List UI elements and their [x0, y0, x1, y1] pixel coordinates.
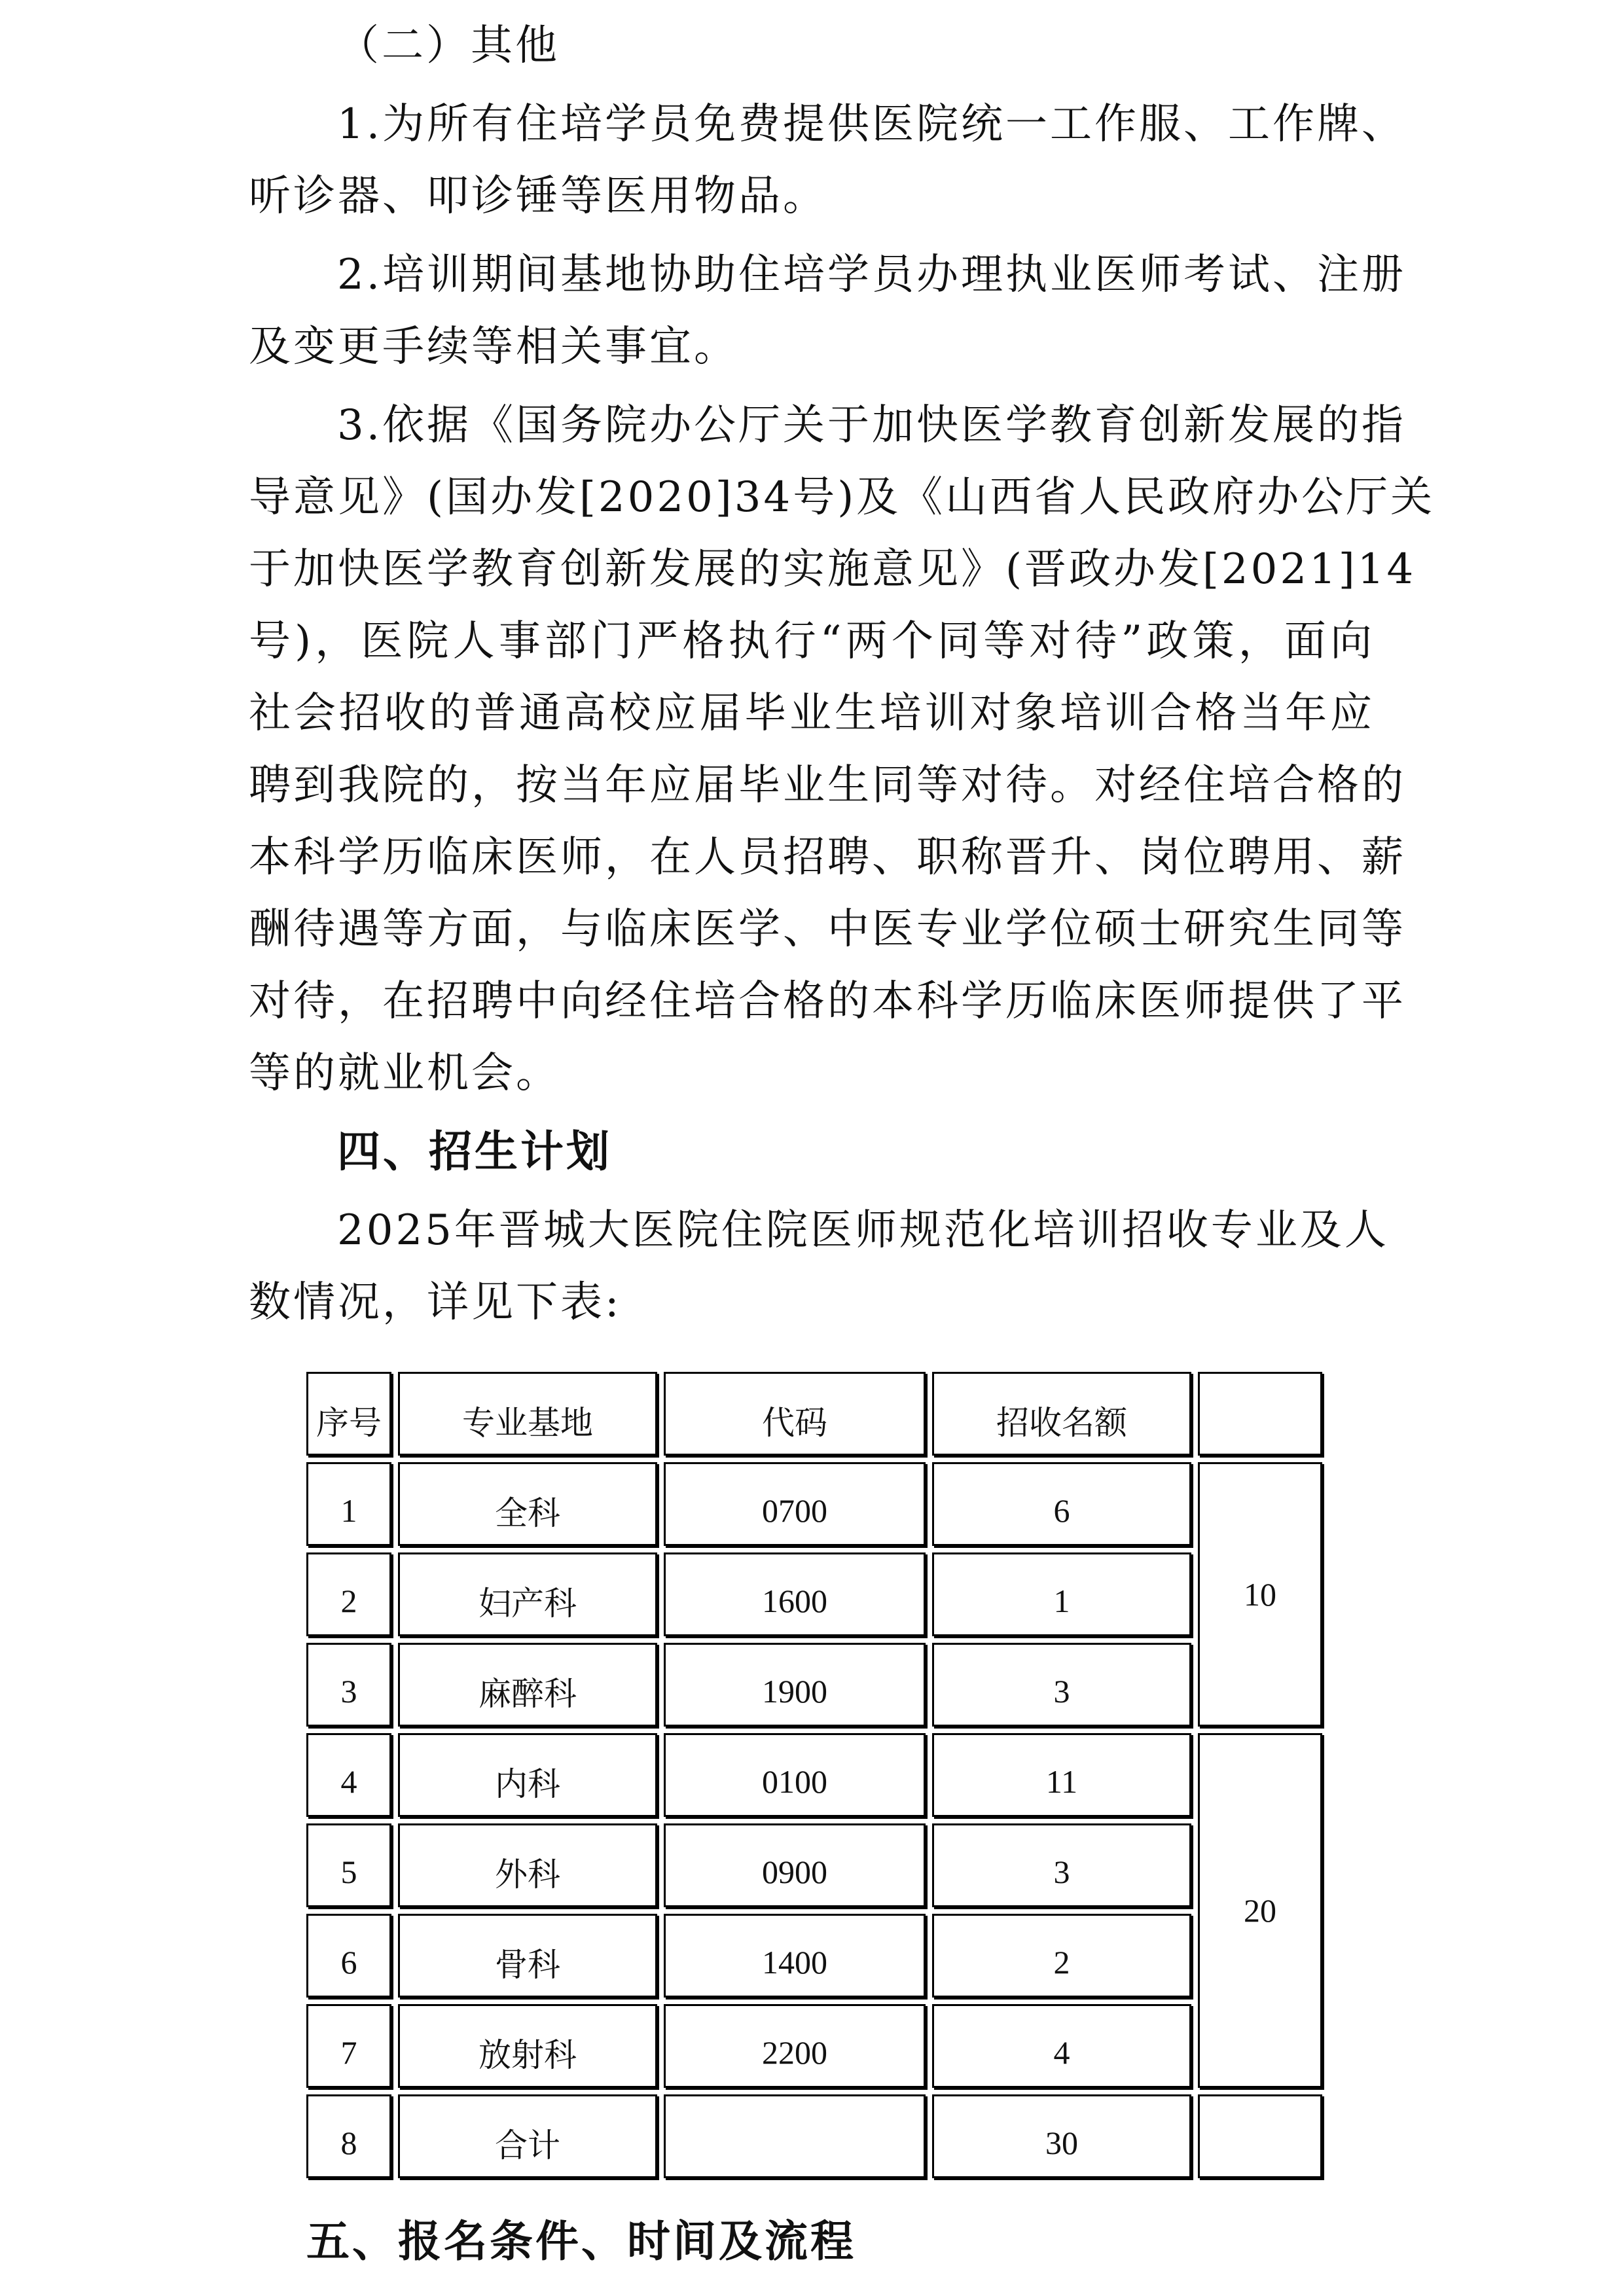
paragraph-line: 酬待遇等方面，与临床医学、中医专业学位硕士研究生同等 — [249, 905, 1406, 954]
group-total-cell: 20 — [1198, 1733, 1322, 2088]
table-header-cell — [1198, 1372, 1322, 1456]
table-cell: 4 — [306, 1733, 391, 1817]
table-cell — [664, 2094, 926, 2178]
section-title-other: （二）其他 — [337, 22, 560, 70]
table-cell: 1400 — [664, 1914, 926, 1998]
table-cell: 3 — [932, 1643, 1191, 1727]
paragraph-line: 2.培训期间基地协助住培学员办理执业医师考试、注册 — [337, 251, 1407, 299]
table-cell: 全科 — [398, 1462, 657, 1546]
paragraph-line: 本科学历临床医师，在人员招聘、职称晋升、岗位聘用、薪 — [249, 833, 1406, 882]
table-cell: 4 — [932, 2004, 1191, 2088]
table-cell: 6 — [306, 1914, 391, 1998]
table-cell: 合计 — [398, 2094, 657, 2178]
group-total-cell: 10 — [1198, 1462, 1322, 1727]
table-cell: 1 — [306, 1462, 391, 1546]
table-cell: 放射科 — [398, 2004, 657, 2088]
table-cell: 0100 — [664, 1733, 926, 1817]
table-header-cell: 招收名额 — [932, 1372, 1191, 1456]
paragraph-line: 对待，在招聘中向经住培合格的本科学历临床医师提供了平 — [249, 977, 1406, 1026]
table-cell: 1900 — [664, 1643, 926, 1727]
table-cell: 2 — [932, 1914, 1191, 1998]
table-cell: 1 — [932, 1552, 1191, 1636]
table-cell: 1600 — [664, 1552, 926, 1636]
section-heading-enrollment-plan: 四、招生计划 — [337, 1126, 612, 1177]
table-cell: 5 — [306, 1823, 391, 1907]
table-cell: 7 — [306, 2004, 391, 2088]
paragraph-line: 聘到我院的，按当年应届毕业生同等对待。对经住培合格的 — [249, 761, 1406, 810]
table-cell: 麻醉科 — [398, 1643, 657, 1727]
table-cell: 0900 — [664, 1823, 926, 1907]
paragraph-line: 听诊器、叩诊锤等医用物品。 — [249, 172, 827, 221]
table-cell: 3 — [306, 1643, 391, 1727]
table-header-cell: 代码 — [664, 1372, 926, 1456]
table-cell: 0700 — [664, 1462, 926, 1546]
paragraph-line: 2025年晋城大医院住院医师规范化培训招收专业及人 — [337, 1206, 1389, 1255]
table-cell: 30 — [932, 2094, 1191, 2178]
table-cell: 骨科 — [398, 1914, 657, 1998]
table-cell: 6 — [932, 1462, 1191, 1546]
table-cell: 2200 — [664, 2004, 926, 2088]
table-header-cell: 专业基地 — [398, 1372, 657, 1456]
paragraph-line: 号)，医院人事部门严格执行“两个同等对待”政策，面向 — [249, 617, 1375, 666]
table-cell — [1198, 2094, 1322, 2178]
paragraph-line: 及变更手续等相关事宜。 — [249, 323, 738, 371]
paragraph-line: 社会招收的普通高校应届毕业生培训对象培训合格当年应 — [249, 689, 1375, 738]
paragraph-line: 3.依据《国务院办公厅关于加快医学教育创新发展的指 — [337, 401, 1407, 450]
table-header-cell: 序号 — [306, 1372, 391, 1456]
table-cell: 11 — [932, 1733, 1191, 1817]
table-cell: 外科 — [398, 1823, 657, 1907]
paragraph-line: 数情况，详见下表: — [249, 1278, 622, 1327]
section-heading-registration: 五、报名条件、时间及流程 — [306, 2216, 856, 2267]
table-cell: 2 — [306, 1552, 391, 1636]
paragraph-line: 1.为所有住培学员免费提供医院统一工作服、工作牌、 — [337, 100, 1407, 149]
table-cell: 妇产科 — [398, 1552, 657, 1636]
paragraph-line: 等的就业机会。 — [249, 1049, 560, 1098]
table-cell: 3 — [932, 1823, 1191, 1907]
table-cell: 8 — [306, 2094, 391, 2178]
paragraph-line: 于加快医学教育创新发展的实施意见》(晋政办发[2021]14 — [249, 545, 1416, 594]
table-cell: 内科 — [398, 1733, 657, 1817]
paragraph-line: 导意见》(国办发[2020]34号)及《山西省人民政府办公厅关 — [249, 473, 1435, 522]
